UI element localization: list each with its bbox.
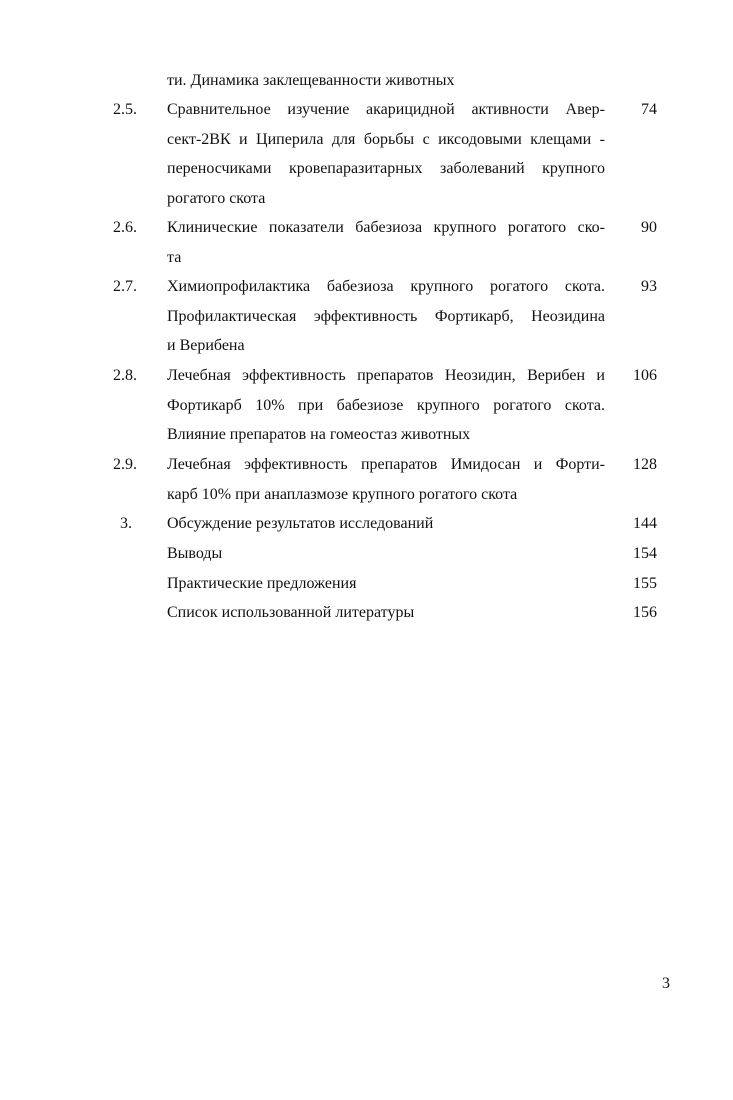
toc-entry-number: 2.6. xyxy=(113,219,137,236)
page-number: 3 xyxy=(662,975,670,992)
toc-line: ти. Динамика заклещеванности животных xyxy=(167,72,455,89)
toc-line: Сравнительное изучение акарицидной активности Авер- xyxy=(167,101,605,118)
toc-entry-page: 144 xyxy=(633,515,657,532)
toc-entry-page: 90 xyxy=(641,219,657,236)
toc-entry-title xyxy=(167,457,605,516)
toc-entry-number: 3. xyxy=(120,515,132,532)
toc-entry-title xyxy=(167,220,605,279)
toc-entry-number: 2.7. xyxy=(113,278,137,295)
toc-line: Лечебная эффективность препаратов Имидосан и Форти- xyxy=(167,456,605,473)
toc-entry-page: 156 xyxy=(633,604,657,621)
toc-entry-page: 106 xyxy=(633,367,657,384)
toc-entry-title xyxy=(167,546,605,576)
toc-entry-number: 2.5. xyxy=(113,101,137,118)
toc-line: сект-2ВК и Циперила для борьбы с иксодовыми клещами - xyxy=(167,130,605,148)
toc-entry-page: 154 xyxy=(633,545,657,562)
toc-entry-page: 74 xyxy=(641,101,657,118)
toc-line: Практические предложения xyxy=(167,575,357,592)
toc-line: Лечебная эффективность препаратов Неозидин, Верибен и xyxy=(167,367,605,384)
toc-line: рогатого скота xyxy=(167,189,266,207)
toc-line: Влияние препаратов на гомеостаз животных xyxy=(167,426,471,443)
toc-line: та xyxy=(167,248,182,266)
toc-line: Клинические показатели бабезиоза крупного рогатого ско- xyxy=(167,219,605,236)
toc-line: Фортикарб 10% при бабезиозе крупного рогатого скота. xyxy=(167,396,605,414)
toc-line: Выводы xyxy=(167,545,223,562)
toc-entry-page: 155 xyxy=(633,575,657,592)
toc-line: Список использованной литературы xyxy=(167,604,415,621)
toc-line: Обсуждение результатов исследований xyxy=(167,515,434,532)
toc-line: карб 10% при анаплазмозе крупного рогатого скота xyxy=(167,485,518,503)
toc-line: переносчиками кровепаразитарных заболеваний крупного xyxy=(167,160,605,177)
toc-entry-title xyxy=(167,516,605,546)
toc-entry-page: 128 xyxy=(633,456,657,473)
toc-entry-title xyxy=(167,605,605,635)
toc-entry-title xyxy=(167,576,605,606)
toc-entry-title xyxy=(167,279,605,368)
toc-entry-number: 2.9. xyxy=(113,456,137,473)
toc-entry-title xyxy=(167,73,605,103)
toc-entry-title xyxy=(167,102,605,220)
toc-entry-title xyxy=(167,368,605,457)
toc-line: Профилактическая эффективность Фортикарб, Неозидина xyxy=(167,307,605,325)
toc-line: и Верибена xyxy=(167,337,245,354)
toc-entry-page: 93 xyxy=(641,278,657,295)
toc-line: Химиопрофилактика бабезиоза крупного рогатого скота. xyxy=(167,278,605,295)
toc-entry-number: 2.8. xyxy=(113,367,137,384)
